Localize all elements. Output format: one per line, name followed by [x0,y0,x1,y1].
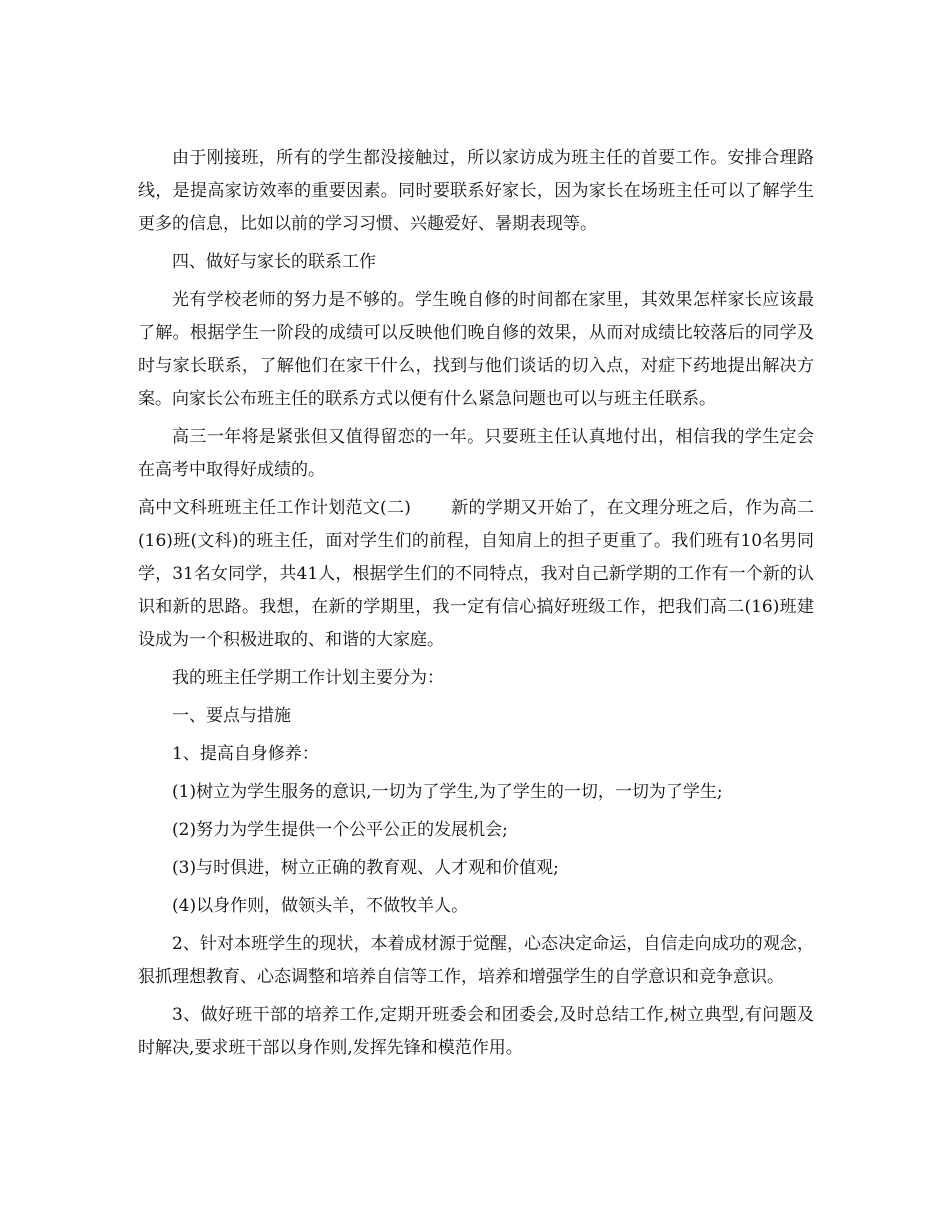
list-item-self-cultivation: 1、提高自身修养： [172,744,319,764]
paragraph-senior-year: 高三一年将是紧张但又值得留恋的一年。只要班主任认真地付出，相信我的学生定会在高考中取得好成绩的。 [138,427,814,480]
paragraph-parent-contact: 光有学校老师的努力是不够的。学生晚自修的时间都在家里，其效果怎样家长应该最了解。根据学生一阶段的成绩可以反映他们晚自修的效果，从而对成绩比较落后的同学及时与家长联系，了解他们在家干什么，找到与他们谈话的切入点，对症下药地提出解决方案。向家长公布班主任的联系方式以便有什么紧急问题也可以与班主任联系。 [138,290,814,409]
plan-overview: 我的班主任学期工作计划主要分为： [172,668,444,688]
paragraph-class-cadres: 3、做好班干部的培养工作,定期开班委会和团委会,及时总结工作,树立典型,有问题及时解决,要求班干部以身作则,发挥先锋和模范作用。 [138,1005,814,1058]
list-item-fair-opportunity: (2)努力为学生提供一个公平公正的发展机会; [172,820,508,840]
paragraph-class-status: 2、针对本班学生的现状，本着成材源于觉醒，心态决定命运，自信走向成功的观念，狠抓理想教育、心态调整和培养自信等工作，培养和增强学生的自学意识和竞争意识。 [138,934,814,987]
list-item-service-awareness: (1)树立为学生服务的意识,一切为了学生,为了学生的一切，一切为了学生; [172,782,723,802]
paragraph-home-visits: 由于刚接班，所有的学生都没接触过，所以家访成为班主任的首要工作。安排合理路线，是提高家访效率的重要因素。同时要联系好家长，因为家长在场班主任可以了解学生更多的信息，比如以前的学习习惯、兴趣爱好、暑期表现等。 [138,148,814,234]
section-title: 高中文科班班主任工作计划范文(二) [138,498,411,518]
section-intro-text: 新的学期又开始了，在文理分班之后，作为高二(16)班(文科)的班主任，面对学生们的前程，自知肩上的担子更重了。我们班有10名男同学，31名女同学，共41人，根据学生们的不同特点，我对自己新学期的工作有一个新的认识和新的思路。我想，在新的学期里，我一定有信心搞好班级工作，把我们高二(16)班建设成为一个积极进取的、和谐的大家庭。 [138,498,814,650]
heading-parent-contact: 四、做好与家长的联系工作 [172,252,376,272]
list-item-lead-by-example: (4)以身作则，做领头羊，不做牧羊人。 [172,896,469,916]
list-item-keep-pace: (3)与时俱进，树立正确的教育观、人才观和价值观; [172,858,559,878]
heading-key-points: 一、要点与措施 [172,706,291,726]
document-body [138,142,814,1070]
section-two-intro [138,492,814,657]
